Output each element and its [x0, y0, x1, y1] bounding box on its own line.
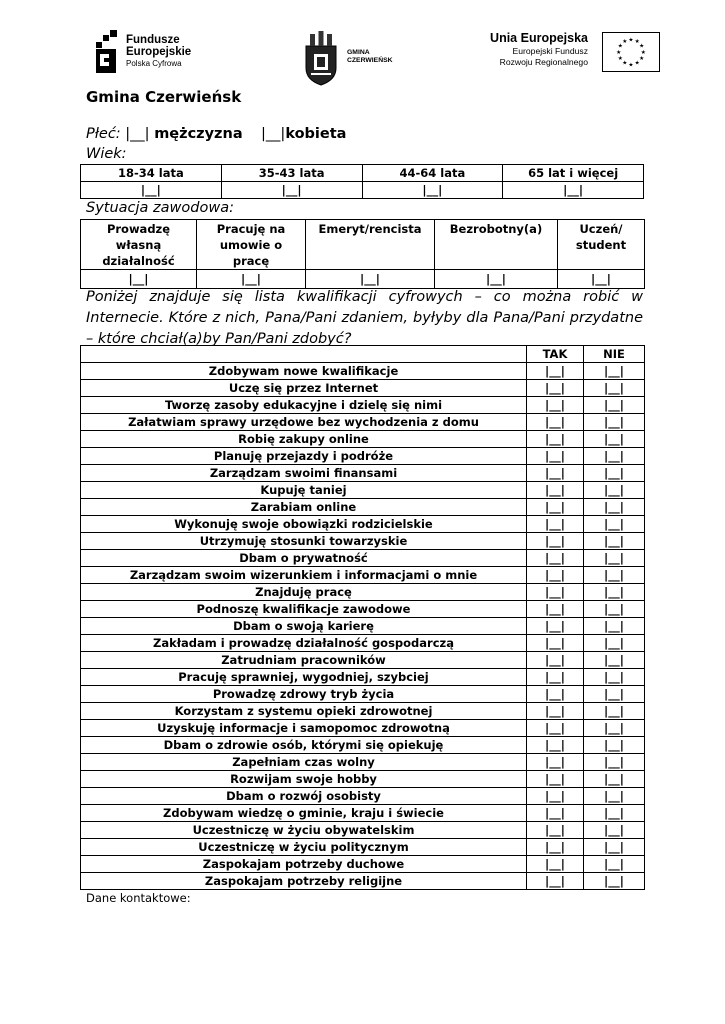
- svg-text:★: ★: [628, 62, 634, 69]
- table-row: [81, 567, 645, 584]
- skill-label: Zakładam i prowadzę działalność gospodarczą: [81, 635, 527, 652]
- skill-label: Podnoszę kwalifikacje zawodowe: [81, 601, 527, 618]
- table-row: [81, 822, 645, 839]
- skills-header-blank: [81, 346, 527, 363]
- eu-flag-icon: [602, 32, 660, 72]
- svg-text:★: ★: [639, 56, 645, 63]
- skill-yes-checkbox[interactable]: |__|: [527, 448, 584, 465]
- age-checkbox-35-43[interactable]: |__|: [221, 182, 362, 199]
- skills-header-yes: TAK: [527, 346, 584, 363]
- skill-yes-checkbox[interactable]: |__|: [527, 771, 584, 788]
- job-checkbox-self-employed[interactable]: |__|: [81, 270, 197, 289]
- skill-label: Robię zakupy online: [81, 431, 527, 448]
- skill-yes-checkbox[interactable]: |__|: [527, 873, 584, 890]
- age-checkbox-65-plus[interactable]: |__|: [503, 182, 644, 199]
- gender-label: Płeć:: [86, 126, 121, 142]
- skill-label: Uczę się przez Internet: [81, 380, 527, 397]
- skill-no-checkbox[interactable]: |__|: [584, 448, 645, 465]
- skill-yes-checkbox[interactable]: |__|: [527, 703, 584, 720]
- job-col-unemployed: [435, 220, 558, 270]
- skill-no-checkbox[interactable]: |__|: [584, 737, 645, 754]
- table-row: [81, 431, 645, 448]
- skill-label: Prowadzę zdrowy tryb życia: [81, 686, 527, 703]
- skill-no-checkbox[interactable]: |__|: [584, 839, 645, 856]
- job-col-employed-l2: umowie o: [219, 238, 283, 252]
- skill-yes-checkbox[interactable]: |__|: [527, 788, 584, 805]
- table-row: [81, 414, 645, 431]
- skill-no-checkbox[interactable]: |__|: [584, 601, 645, 618]
- skill-label: Planuję przejazdy i podróże: [81, 448, 527, 465]
- job-checkbox-student[interactable]: |__|: [558, 270, 645, 289]
- skill-yes-checkbox[interactable]: |__|: [527, 533, 584, 550]
- skill-label: Dbam o prywatność: [81, 550, 527, 567]
- table-row: [81, 397, 645, 414]
- skill-label: Uczestniczę w życiu obywatelskim: [81, 822, 527, 839]
- job-col-student-l2: student: [575, 238, 627, 252]
- skill-yes-checkbox[interactable]: |__|: [527, 669, 584, 686]
- skill-label: Zapełniam czas wolny: [81, 754, 527, 771]
- table-row: [81, 482, 645, 499]
- skill-yes-checkbox[interactable]: |__|: [527, 822, 584, 839]
- skill-no-checkbox[interactable]: |__|: [584, 618, 645, 635]
- unia-europejska-logo: [478, 30, 660, 80]
- svg-text:★: ★: [622, 39, 628, 46]
- gender-female-checkbox[interactable]: |__|: [261, 126, 286, 142]
- svg-text:★: ★: [640, 49, 646, 56]
- svg-text:★: ★: [617, 56, 623, 63]
- table-row: [81, 652, 645, 669]
- skill-label: Zatrudniam pracowników: [81, 652, 527, 669]
- skill-yes-checkbox[interactable]: |__|: [527, 363, 584, 380]
- table-row: [81, 499, 645, 516]
- table-row: [81, 805, 645, 822]
- job-checkbox-employed[interactable]: |__|: [197, 270, 306, 289]
- job-col-self-employed-l3: działalność: [102, 254, 175, 268]
- table-row: [81, 737, 645, 754]
- skill-yes-checkbox[interactable]: |__|: [527, 380, 584, 397]
- skill-no-checkbox[interactable]: |__|: [584, 465, 645, 482]
- skill-no-checkbox[interactable]: |__|: [584, 482, 645, 499]
- skill-yes-checkbox[interactable]: |__|: [527, 584, 584, 601]
- skill-no-checkbox[interactable]: |__|: [584, 584, 645, 601]
- job-checkbox-unemployed[interactable]: |__|: [435, 270, 558, 289]
- skill-label: Tworzę zasoby edukacyjne i dzielę się nimi: [81, 397, 527, 414]
- skill-yes-checkbox[interactable]: |__|: [527, 465, 584, 482]
- table-row: [81, 856, 645, 873]
- svg-text:★: ★: [628, 37, 634, 44]
- skill-yes-checkbox[interactable]: |__|: [527, 601, 584, 618]
- table-row: [81, 771, 645, 788]
- skill-yes-checkbox[interactable]: |__|: [527, 618, 584, 635]
- table-row: [81, 363, 645, 380]
- skill-yes-checkbox[interactable]: |__|: [527, 516, 584, 533]
- page-title: Gmina Czerwieńsk: [86, 88, 242, 106]
- job-col-student: [558, 220, 645, 270]
- table-row: [81, 550, 645, 567]
- age-col-44-64: 44-64 lata: [362, 165, 503, 182]
- skill-no-checkbox[interactable]: |__|: [584, 703, 645, 720]
- job-col-retired: [306, 220, 435, 270]
- skill-label: Uczestniczę w życiu politycznym: [81, 839, 527, 856]
- skill-yes-checkbox[interactable]: |__|: [527, 737, 584, 754]
- skill-no-checkbox[interactable]: |__|: [584, 533, 645, 550]
- skill-yes-checkbox[interactable]: |__|: [527, 499, 584, 516]
- svg-text:★: ★: [634, 39, 640, 46]
- skill-no-checkbox[interactable]: |__|: [584, 873, 645, 890]
- table-row: [81, 533, 645, 550]
- skill-no-checkbox[interactable]: |__|: [584, 856, 645, 873]
- skill-no-checkbox[interactable]: |__|: [584, 754, 645, 771]
- contact-details-label: Dane kontaktowe:: [86, 891, 191, 905]
- skill-yes-checkbox[interactable]: |__|: [527, 635, 584, 652]
- job-col-self-employed: [81, 220, 197, 270]
- skill-label: Pracuję sprawniej, wygodniej, szybciej: [81, 669, 527, 686]
- age-col-18-34: 18-34 lata: [81, 165, 222, 182]
- age-checkbox-18-34[interactable]: |__|: [81, 182, 222, 199]
- gender-male-checkbox[interactable]: |__|: [125, 126, 150, 142]
- skill-label: Zaspokajam potrzeby duchowe: [81, 856, 527, 873]
- eu-logo-line1: Unia Europejska: [490, 31, 588, 45]
- job-col-self-employed-l1: Prowadzę: [106, 222, 171, 236]
- skill-yes-checkbox[interactable]: |__|: [527, 550, 584, 567]
- skill-no-checkbox[interactable]: |__|: [584, 397, 645, 414]
- job-col-unemployed-l1: Bezrobotny(a): [449, 222, 543, 236]
- skills-table: [80, 345, 645, 890]
- skill-no-checkbox[interactable]: |__|: [584, 550, 645, 567]
- skill-label: Zdobywam wiedzę o gminie, kraju i świecie: [81, 805, 527, 822]
- svg-text:★: ★: [617, 43, 623, 50]
- skill-yes-checkbox[interactable]: |__|: [527, 567, 584, 584]
- skill-no-checkbox[interactable]: |__|: [584, 499, 645, 516]
- gmina-logo-line2: CZERWIEŃSK: [347, 57, 393, 64]
- skill-label: Zaspokajam potrzeby religijne: [81, 873, 527, 890]
- job-col-employed-l1: Pracuję na: [216, 222, 286, 236]
- table-row: [81, 669, 645, 686]
- table-row: [81, 788, 645, 805]
- eu-logo-line3: Rozwoju Regionalnego: [499, 57, 588, 67]
- skill-no-checkbox[interactable]: |__|: [584, 652, 645, 669]
- skill-label: Uzyskuję informacje i samopomoc zdrowotną: [81, 720, 527, 737]
- job-col-self-employed-l2: własną: [115, 238, 162, 252]
- fe-logo-line3: Polska Cyfrowa: [126, 59, 182, 68]
- table-row: [81, 465, 645, 482]
- skill-no-checkbox[interactable]: |__|: [584, 720, 645, 737]
- skill-no-checkbox[interactable]: |__|: [584, 822, 645, 839]
- skill-no-checkbox[interactable]: |__|: [584, 805, 645, 822]
- age-label: Wiek:: [86, 146, 127, 162]
- skill-yes-checkbox[interactable]: |__|: [527, 686, 584, 703]
- table-row: [81, 618, 645, 635]
- eu-logo-line2: Europejski Fundusz: [512, 46, 588, 56]
- fe-logo-line1: Fundusze: [126, 34, 180, 46]
- svg-text:★: ★: [622, 60, 628, 67]
- age-col-35-43: 35-43 lata: [221, 165, 362, 182]
- gender-female-label: kobieta: [285, 126, 347, 142]
- skill-label: Dbam o rozwój osobisty: [81, 788, 527, 805]
- age-table: [80, 164, 644, 199]
- skill-label: Zarządzam swoim wizerunkiem i informacjami o mnie: [81, 567, 527, 584]
- job-checkbox-retired[interactable]: |__|: [306, 270, 435, 289]
- job-col-student-l1: Uczeń/: [579, 222, 623, 236]
- skill-no-checkbox[interactable]: |__|: [584, 788, 645, 805]
- fundusze-europejskie-mark-icon: [96, 30, 118, 74]
- age-col-65-plus: 65 lat i więcej: [503, 165, 644, 182]
- table-row: [81, 448, 645, 465]
- skill-yes-checkbox[interactable]: |__|: [527, 482, 584, 499]
- table-row: [81, 686, 645, 703]
- skill-label: Rozwijam swoje hobby: [81, 771, 527, 788]
- job-col-employed: [197, 220, 306, 270]
- skill-yes-checkbox[interactable]: |__|: [527, 431, 584, 448]
- skill-label: Dbam o swoją karierę: [81, 618, 527, 635]
- skill-label: Znajduję pracę: [81, 584, 527, 601]
- table-row: [81, 873, 645, 890]
- gender-row: [86, 126, 346, 142]
- table-row: [81, 601, 645, 618]
- job-label: Sytuacja zawodowa:: [86, 200, 234, 216]
- table-row: [81, 703, 645, 720]
- question-text: Poniżej znajduje się lista kwalifikacji cyfrowych – co można robić w Internecie. Które z nich, Pana/Pani zdaniem, byłyby dla Pana/Pani przydatne – które chciał(a)by Pan/Pani zdobyć?: [86, 289, 643, 347]
- job-col-retired-l1: Emeryt/rencista: [318, 222, 422, 236]
- job-table: [80, 219, 645, 289]
- table-row: [81, 584, 645, 601]
- skill-no-checkbox[interactable]: |__|: [584, 431, 645, 448]
- skill-yes-checkbox[interactable]: |__|: [527, 856, 584, 873]
- svg-text:★: ★: [639, 43, 645, 50]
- age-checkbox-44-64[interactable]: |__|: [362, 182, 503, 199]
- skill-no-checkbox[interactable]: |__|: [584, 363, 645, 380]
- skill-label: Zarabiam online: [81, 499, 527, 516]
- skill-yes-checkbox[interactable]: |__|: [527, 754, 584, 771]
- gmina-crest-icon: [303, 30, 339, 86]
- fundusze-europejskie-logo: [96, 30, 206, 76]
- skill-no-checkbox[interactable]: |__|: [584, 669, 645, 686]
- skill-no-checkbox[interactable]: |__|: [584, 567, 645, 584]
- svg-text:★: ★: [616, 49, 622, 56]
- table-row: [81, 720, 645, 737]
- skill-label: Wykonuję swoje obowiązki rodzicielskie: [81, 516, 527, 533]
- job-col-employed-l3: pracę: [232, 254, 270, 268]
- skill-label: Utrzymuję stosunki towarzyskie: [81, 533, 527, 550]
- gmina-logo-line1: GMINA: [347, 49, 370, 56]
- skill-label: Załatwiam sprawy urzędowe bez wychodzenia z domu: [81, 414, 527, 431]
- skill-label: Korzystam z systemu opieki zdrowotnej: [81, 703, 527, 720]
- skill-label: Kupuję taniej: [81, 482, 527, 499]
- table-row: [81, 635, 645, 652]
- skill-no-checkbox[interactable]: |__|: [584, 635, 645, 652]
- skill-no-checkbox[interactable]: |__|: [584, 686, 645, 703]
- skill-label: Dbam o zdrowie osób, którymi się opiekuję: [81, 737, 527, 754]
- skill-no-checkbox[interactable]: |__|: [584, 414, 645, 431]
- skill-no-checkbox[interactable]: |__|: [584, 771, 645, 788]
- svg-text:★: ★: [634, 60, 640, 67]
- skill-no-checkbox[interactable]: |__|: [584, 516, 645, 533]
- skills-header-no: NIE: [584, 346, 645, 363]
- skill-yes-checkbox[interactable]: |__|: [527, 397, 584, 414]
- skill-label: Zdobywam nowe kwalifikacje: [81, 363, 527, 380]
- table-row: [81, 380, 645, 397]
- fe-logo-line2: Europejskie: [126, 46, 192, 58]
- skill-yes-checkbox[interactable]: |__|: [527, 839, 584, 856]
- skill-no-checkbox[interactable]: |__|: [584, 380, 645, 397]
- table-row: [81, 516, 645, 533]
- table-row: [81, 839, 645, 856]
- skill-yes-checkbox[interactable]: |__|: [527, 414, 584, 431]
- skill-label: Zarządzam swoimi finansami: [81, 465, 527, 482]
- skill-yes-checkbox[interactable]: |__|: [527, 720, 584, 737]
- gender-male-label: mężczyzna: [154, 126, 243, 142]
- gmina-czerwiensk-logo: [303, 30, 413, 86]
- skill-yes-checkbox[interactable]: |__|: [527, 652, 584, 669]
- table-row: [81, 754, 645, 771]
- skill-yes-checkbox[interactable]: |__|: [527, 805, 584, 822]
